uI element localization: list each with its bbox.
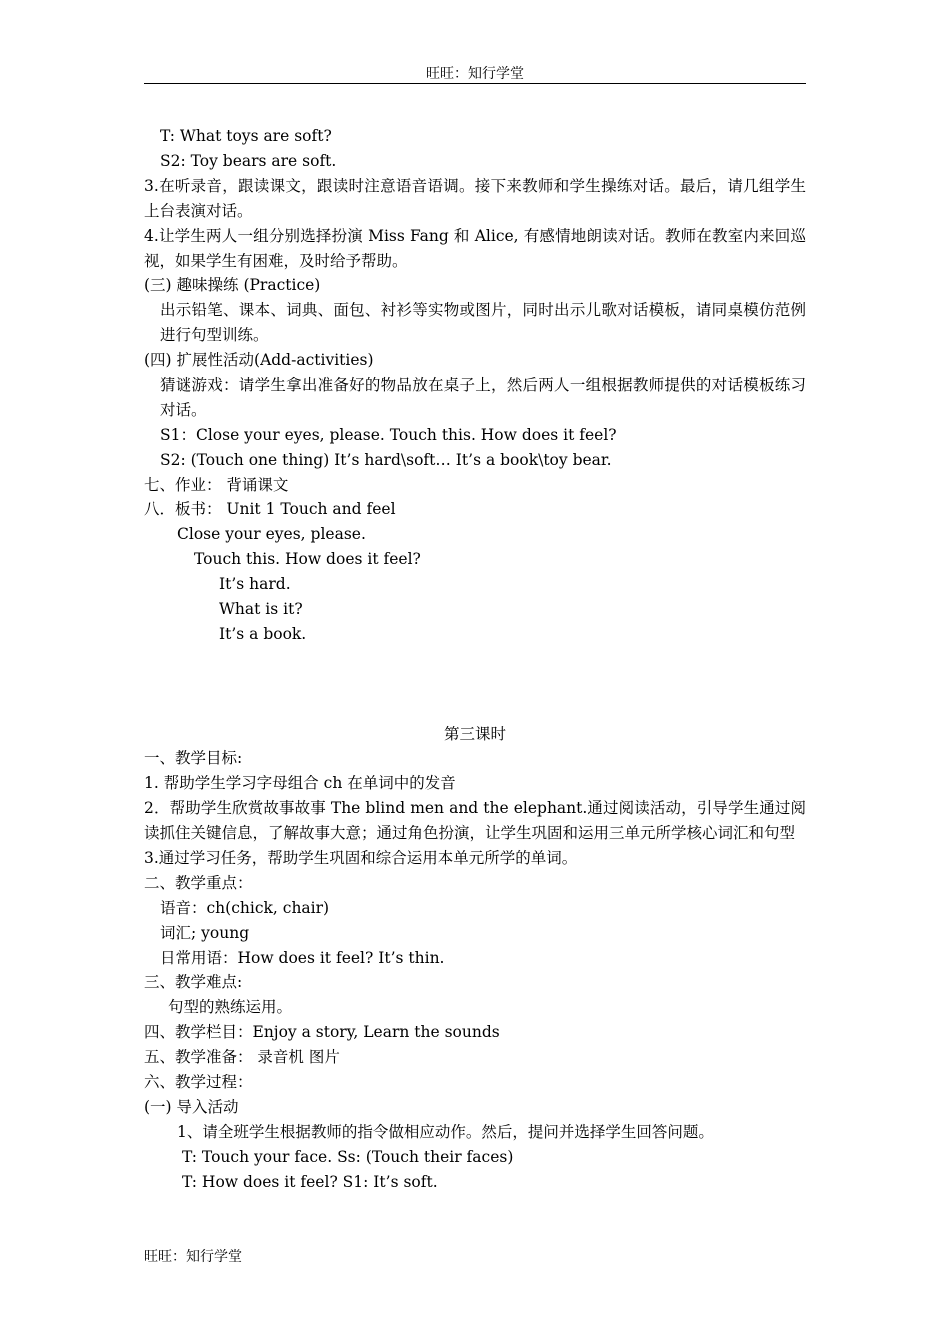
dialogue-line: S2: Toy bears are soft. (160, 151, 337, 170)
blackboard-line: It’s a book. (219, 624, 307, 643)
document-body (144, 124, 806, 1194)
paragraph: 出示铅笔、课本、词典、面包、衬衫等实物或图片，同时出示儿歌对话模板，请同桌模仿范例进行句型训练。 (160, 301, 806, 345)
keypoint-line: 词汇; young (160, 923, 250, 942)
blackboard-line: It’s hard. (219, 575, 291, 594)
paragraph: 3.在听录音，跟读课文，跟读时注意语音语调。接下来教师和学生操练对话。最后，请几组学生上台表演对话。 (144, 176, 806, 220)
procedure-line: 1、请全班学生根据教师的指令做相应动作。然后，提问并选择学生回答问题。 (177, 1122, 714, 1141)
header-rule (144, 83, 806, 84)
page-footer: 旺旺：知行学堂 (144, 1249, 242, 1265)
homework-line: 七、作业： 背诵课文 (144, 475, 289, 494)
blackboard-line: What is it? (219, 600, 303, 619)
subsection-heading: (一) 导入活动 (144, 1097, 239, 1116)
objective-line: 1. 帮助学生学习字母组合 ch 在单词中的发音 (144, 774, 456, 793)
dialogue-line: S2: (Touch one thing) It’s hard\soft… It’s a book\toy bear. (160, 450, 612, 469)
section-heading: 六、教学过程： (144, 1073, 253, 1092)
objective-paragraph: 2．帮助学生欣赏故事故事 The blind men and the elephant.通过阅读活动，引导学生通过阅读抓住关键信息，了解故事大意；通过角色扮演，让学生巩固和运用三单元所学核心词汇和句型 (144, 799, 806, 843)
section-heading: 三、教学难点: (144, 973, 243, 992)
section-heading: 一、教学目标: (144, 749, 243, 768)
difficulty-line: 句型的熟练运用。 (168, 998, 293, 1017)
lesson-title: 第三课时 (443, 724, 506, 743)
paragraph: 4.让学生两人一组分别选择扮演 Miss Fang 和 Alice, 有感情地朗读对话。教师在教室内来回巡视，如果学生有困难，及时给予帮助。 (144, 226, 806, 270)
blackboard-heading: 八．板书： Unit 1 Touch and feel (144, 500, 396, 519)
dialogue-line: T: Touch your face. Ss: (Touch their faces) (182, 1147, 514, 1166)
blackboard-line: Touch this. How does it feel? (194, 550, 421, 569)
blackboard-line: Close your eyes, please. (177, 525, 366, 544)
page-header: 旺旺：知行学堂 (426, 66, 524, 82)
objective-line: 3.通过学习任务，帮助学生巩固和综合运用本单元所学的单词。 (144, 849, 578, 867)
spacer (144, 647, 806, 722)
dialogue-line: T: What toys are soft? (160, 127, 332, 145)
dialogue-line: S1：Close your eyes, please. Touch this. How does it feel? (160, 425, 617, 444)
keypoint-line: 日常用语：How does it feel? It’s thin. (160, 948, 445, 967)
keypoint-line: 语音：ch(chick, chair) (160, 898, 330, 917)
paragraph: 猜谜游戏：请学生拿出准备好的物品放在桌子上，然后两人一组根据教师提供的对话模板练习对话。 (160, 376, 806, 419)
section-heading: (四) 扩展性活动(Add-activities) (144, 351, 374, 370)
section-heading: 四、教学栏目：Enjoy a story, Learn the sounds (144, 1023, 500, 1042)
section-heading: 二、教学重点： (144, 873, 253, 892)
dialogue-line: T: How does it feel? S1: It’s soft. (182, 1172, 438, 1191)
section-heading: 五、教学准备： 录音机 图片 (144, 1048, 340, 1067)
section-heading: (三) 趣味操练 (Practice) (144, 276, 321, 295)
